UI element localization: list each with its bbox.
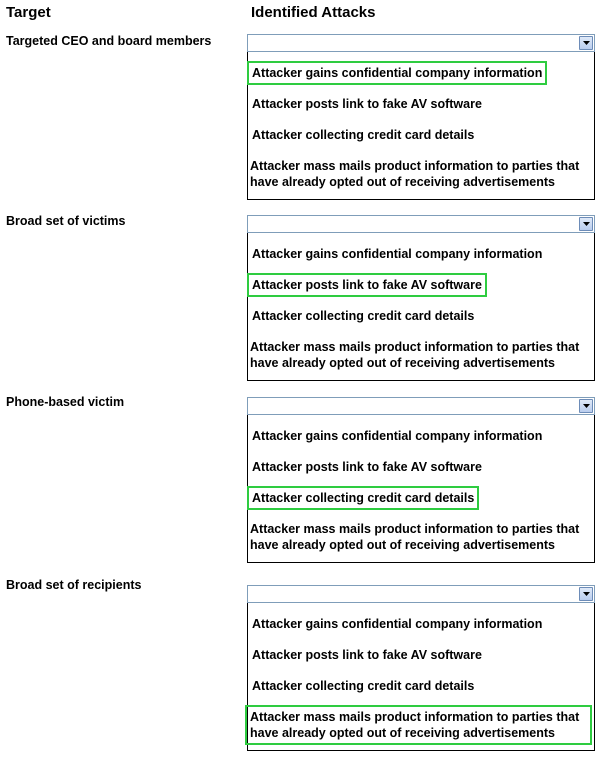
dropdown-select-box[interactable] xyxy=(247,585,595,603)
attack-dropdown-phone-victim[interactable] xyxy=(247,397,595,563)
attack-dropdown-broad-victims[interactable] xyxy=(247,215,595,381)
target-label-broad-victims: Broad set of victims xyxy=(6,214,126,228)
dropdown-select-box[interactable] xyxy=(247,215,595,233)
chevron-down-icon[interactable] xyxy=(579,217,593,231)
target-label-phone-victim: Phone-based victim xyxy=(6,395,125,409)
attack-dropdown-broad-recipients[interactable] xyxy=(247,585,595,751)
option-item[interactable]: Attacker collecting credit card details xyxy=(252,679,475,693)
target-column-header: Target xyxy=(6,4,51,21)
option-item[interactable]: Attacker collecting credit card details xyxy=(247,486,479,510)
dropdown-select-box[interactable] xyxy=(247,34,595,52)
target-label-broad-recipients: Broad set of recipients xyxy=(6,578,142,592)
option-item[interactable]: Attacker mass mails product information to parties that have already opted out of receiving advertisements xyxy=(250,159,580,189)
dropdown-option-list xyxy=(247,415,595,563)
option-item[interactable]: Attacker gains confidential company information xyxy=(252,429,543,443)
option-item[interactable]: Attacker posts link to fake AV software xyxy=(252,97,482,111)
dropdown-select-box[interactable] xyxy=(247,397,595,415)
option-item[interactable]: Attacker mass mails product information to parties that have already opted out of receiving advertisements xyxy=(250,522,580,552)
option-item[interactable]: Attacker gains confidential company information xyxy=(252,617,543,631)
attacks-column-header: Identified Attacks xyxy=(251,4,376,21)
chevron-down-icon[interactable] xyxy=(579,36,593,50)
option-item[interactable]: Attacker collecting credit card details xyxy=(252,128,475,142)
option-item[interactable]: Attacker posts link to fake AV software xyxy=(252,648,482,662)
dropdown-option-list xyxy=(247,52,595,200)
dropdown-option-list xyxy=(247,233,595,381)
option-item[interactable]: Attacker gains confidential company information xyxy=(247,61,547,85)
option-item[interactable]: Attacker posts link to fake AV software xyxy=(252,460,482,474)
dropdown-option-list xyxy=(247,603,595,751)
option-item[interactable]: Attacker collecting credit card details xyxy=(252,309,475,323)
chevron-down-icon[interactable] xyxy=(579,587,593,601)
attack-dropdown-ceo-board[interactable] xyxy=(247,34,595,200)
option-item[interactable]: Attacker posts link to fake AV software xyxy=(247,273,487,297)
option-item[interactable]: Attacker mass mails product information to parties that have already opted out of receiving advertisements xyxy=(245,705,592,745)
chevron-down-icon[interactable] xyxy=(579,399,593,413)
option-item[interactable]: Attacker mass mails product information to parties that have already opted out of receiving advertisements xyxy=(250,340,580,370)
option-item[interactable]: Attacker gains confidential company information xyxy=(252,247,543,261)
target-label-ceo-board: Targeted CEO and board members xyxy=(6,34,212,48)
